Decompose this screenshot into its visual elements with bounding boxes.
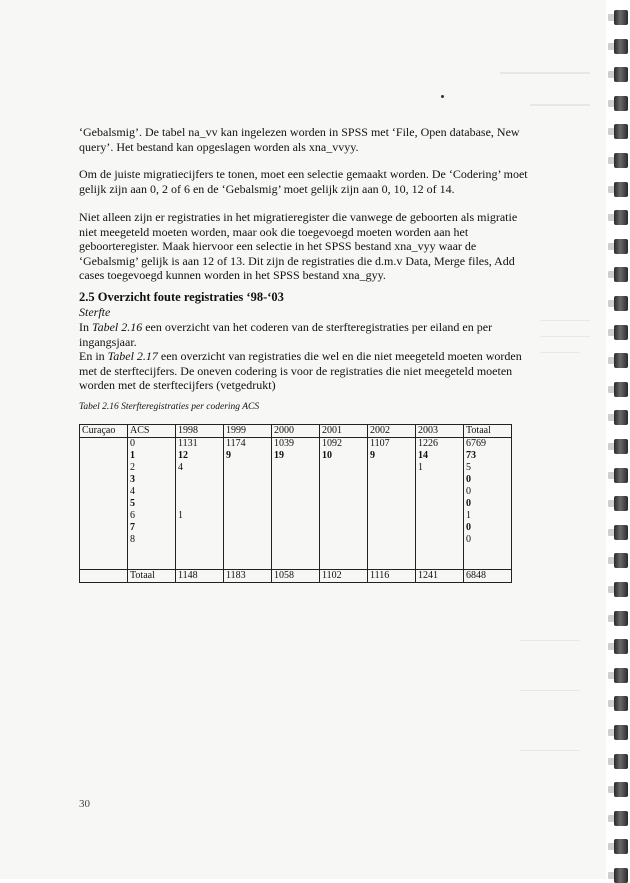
header-cell: 1999 bbox=[224, 425, 272, 438]
table-cell: 10 bbox=[322, 450, 332, 461]
show-through bbox=[530, 104, 590, 106]
section-heading: 2.5 Overzicht foute registraties ‘98-‘03 bbox=[79, 290, 284, 304]
table-cell bbox=[274, 534, 317, 546]
binding-loop bbox=[614, 39, 628, 54]
year-column bbox=[368, 438, 416, 570]
sterfte-table bbox=[79, 424, 512, 583]
table-reference[interactable]: Tabel 2.16 bbox=[92, 320, 143, 334]
binding-loop bbox=[614, 525, 628, 540]
header-cell: 2002 bbox=[368, 425, 416, 438]
binding-loop bbox=[614, 839, 628, 854]
table-cell: 5 bbox=[466, 462, 471, 473]
show-through bbox=[520, 640, 580, 641]
binding-loop bbox=[614, 496, 628, 511]
binding-loop bbox=[614, 267, 628, 282]
table-cell: 7 bbox=[130, 522, 135, 533]
table-cell bbox=[418, 522, 461, 534]
binding-loop bbox=[614, 868, 628, 883]
binding-coil bbox=[608, 725, 628, 740]
speck bbox=[441, 95, 444, 98]
table-cell: 9 bbox=[226, 450, 231, 461]
table-cell: 6769 bbox=[466, 438, 486, 449]
binding-loop bbox=[614, 382, 628, 397]
show-through bbox=[520, 690, 580, 691]
table-cell bbox=[322, 462, 365, 474]
table-cell bbox=[418, 486, 461, 498]
table-cell: 1092 bbox=[322, 438, 342, 449]
header-cell: 1998 bbox=[176, 425, 224, 438]
binding-coil bbox=[608, 668, 628, 683]
binding-loop bbox=[614, 10, 628, 25]
table-cell: 1107 bbox=[370, 438, 390, 449]
total-cell: 1241 bbox=[416, 570, 464, 583]
binding-loop bbox=[614, 696, 628, 711]
table-cell: 9 bbox=[370, 450, 375, 461]
intro-text: En in bbox=[79, 349, 108, 363]
table-cell: 14 bbox=[418, 450, 428, 461]
table-cell bbox=[226, 474, 269, 486]
table-cell bbox=[322, 510, 365, 522]
table-cell bbox=[178, 474, 221, 486]
table-cell bbox=[322, 474, 365, 486]
binding-loop bbox=[614, 468, 628, 483]
table-cell: 0 bbox=[130, 438, 135, 449]
table-cell bbox=[178, 534, 221, 546]
table-cell bbox=[274, 510, 317, 522]
table-cell: 0 bbox=[466, 534, 471, 545]
table-cell bbox=[370, 498, 413, 510]
binding-coil bbox=[608, 696, 628, 711]
binding-loop bbox=[614, 611, 628, 626]
table-cell bbox=[322, 486, 365, 498]
binding-loop bbox=[614, 782, 628, 797]
binding-loop bbox=[614, 239, 628, 254]
table-cell: 1174 bbox=[226, 438, 246, 449]
year-column bbox=[176, 438, 224, 570]
table-cell bbox=[226, 462, 269, 474]
table-cell: 1 bbox=[178, 510, 183, 521]
paragraph-1 bbox=[79, 125, 529, 154]
table-cell: 1039 bbox=[274, 438, 294, 449]
total-cell: 1102 bbox=[320, 570, 368, 583]
table-cell: 0 bbox=[466, 474, 471, 485]
show-through bbox=[520, 750, 580, 751]
binding-coil bbox=[608, 754, 628, 769]
binding-coil bbox=[608, 296, 628, 311]
intro-line-1 bbox=[79, 320, 529, 349]
binding-coil bbox=[608, 382, 628, 397]
binding-loop bbox=[614, 153, 628, 168]
binding-coil bbox=[608, 182, 628, 197]
table-cell: 6 bbox=[130, 510, 135, 521]
binding-coil bbox=[608, 210, 628, 225]
table-cell: 12 bbox=[178, 450, 188, 461]
table-cell bbox=[418, 474, 461, 486]
binding-coil bbox=[608, 410, 628, 425]
binding-loop bbox=[614, 96, 628, 111]
island-empty-cell bbox=[80, 438, 128, 570]
table-reference[interactable]: Tabel 2.17 bbox=[107, 349, 158, 363]
paragraph-3 bbox=[79, 210, 529, 283]
binding-coil bbox=[608, 525, 628, 540]
binding-coil bbox=[608, 839, 628, 854]
table-cell: 5 bbox=[130, 498, 135, 509]
total-cell: 1058 bbox=[272, 570, 320, 583]
binding-coil bbox=[608, 10, 628, 25]
binding-loop bbox=[614, 582, 628, 597]
table-cell: 0 bbox=[466, 522, 471, 533]
binding-loop bbox=[614, 353, 628, 368]
total-column bbox=[464, 438, 512, 570]
binding-loop bbox=[614, 182, 628, 197]
binding-coil bbox=[608, 96, 628, 111]
table-cell bbox=[274, 522, 317, 534]
binding-coil bbox=[608, 67, 628, 82]
table-cell bbox=[274, 462, 317, 474]
paragraph-text: Niet alleen zijn er registraties in het migratieregister die vanwege de geboorten als migratie niet meegeteld moeten worden, maar ook die toegevoegd moeten worden aan het geboorteregister. Maak hiervoor een selectie in het SPSS bestand xna_vyy waar de ‘Gebalsmig’ gelijk is aan 12 of 13. Dit zijn de registraties die d.m.v Data, Merge files, Add cases toegevoegd kunnen worden in het SPSS bestand xna_gyy. bbox=[79, 210, 518, 282]
page-number: 30 bbox=[79, 798, 90, 810]
empty-cell bbox=[80, 570, 128, 583]
binding-coil bbox=[608, 239, 628, 254]
table-cell bbox=[322, 498, 365, 510]
table-cell bbox=[226, 498, 269, 510]
binding-coil bbox=[608, 639, 628, 654]
year-column bbox=[416, 438, 464, 570]
table-total-row bbox=[80, 570, 512, 583]
table-header-row bbox=[80, 425, 512, 438]
table-cell: 1131 bbox=[178, 438, 198, 449]
table-caption: Tabel 2.16 Sterfteregistraties per codering ACS bbox=[79, 402, 260, 412]
table-cell: 2 bbox=[130, 462, 135, 473]
binding-loop bbox=[614, 67, 628, 82]
binding-loop bbox=[614, 124, 628, 139]
year-column bbox=[224, 438, 272, 570]
table-cell: 1 bbox=[466, 510, 471, 521]
header-cell: 2003 bbox=[416, 425, 464, 438]
total-cell: 1116 bbox=[368, 570, 416, 583]
table-cell: 4 bbox=[130, 486, 135, 497]
table-cell: 1 bbox=[130, 450, 135, 461]
total-cell: 6848 bbox=[464, 570, 512, 583]
intro-line-2 bbox=[79, 349, 529, 393]
table-cell bbox=[178, 498, 221, 510]
binding-coil bbox=[608, 811, 628, 826]
table-cell: 3 bbox=[130, 474, 135, 485]
binding-loop bbox=[614, 811, 628, 826]
binding-loop bbox=[614, 553, 628, 568]
binding-coil bbox=[608, 496, 628, 511]
table-cell: 4 bbox=[178, 462, 183, 473]
binding-coil bbox=[608, 124, 628, 139]
binding-loop bbox=[614, 725, 628, 740]
acs-code-column bbox=[128, 438, 176, 570]
table-cell bbox=[226, 510, 269, 522]
header-cell: Totaal bbox=[464, 425, 512, 438]
table-cell bbox=[274, 486, 317, 498]
binding-loop bbox=[614, 325, 628, 340]
intro-text: een overzicht van het coderen van de sterfteregistraties per eiland en per ingangsjaar. bbox=[79, 320, 493, 349]
total-cell: 1148 bbox=[176, 570, 224, 583]
table-cell bbox=[370, 474, 413, 486]
table-cell bbox=[274, 498, 317, 510]
show-through bbox=[500, 72, 590, 74]
table-cell bbox=[418, 534, 461, 546]
table-cell: 0 bbox=[466, 486, 471, 497]
paragraph-2 bbox=[79, 167, 529, 196]
table-cell bbox=[178, 522, 221, 534]
table-cell bbox=[226, 486, 269, 498]
show-through bbox=[540, 336, 590, 337]
binding-loop bbox=[614, 439, 628, 454]
table-cell: 0 bbox=[466, 498, 471, 509]
binding-loop bbox=[614, 639, 628, 654]
table-cell: 1226 bbox=[418, 438, 438, 449]
year-column bbox=[320, 438, 368, 570]
binding-coil bbox=[608, 611, 628, 626]
table-body-row bbox=[80, 438, 512, 570]
binding-loop bbox=[614, 668, 628, 683]
table-cell bbox=[370, 486, 413, 498]
paragraph-text: Om de juiste migratiecijfers te tonen, moet een selectie gemaakt worden. De ‘Codering’ moet gelijk zijn aan 0, 2 of 6 en de ‘Gebalsmig’ moet gelijk zijn aan 0, 10, 12 of 14. bbox=[79, 167, 528, 196]
paragraph-text: ‘Gebalsmig’. De tabel na_vv kan ingelezen worden in SPSS met ‘File, Open database, New query’. Het bestand kan opgeslagen worden als xna_vvyy. bbox=[79, 125, 520, 154]
intro-text: In bbox=[79, 320, 92, 334]
year-column bbox=[272, 438, 320, 570]
binding-loop bbox=[614, 410, 628, 425]
table-cell: 73 bbox=[466, 450, 476, 461]
intro-text: een overzicht van registraties die wel en die niet meegeteld moeten worden met de sterftecijfers. De oneven codering is voor de registraties die niet meegeteld moeten worden met de sterftecijfers (vetgedrukt) bbox=[79, 349, 522, 392]
island-cell: Curaçao bbox=[80, 425, 128, 438]
show-through bbox=[540, 320, 590, 321]
total-label: Totaal bbox=[128, 570, 176, 583]
section-intro bbox=[79, 320, 529, 393]
binding-coil bbox=[608, 582, 628, 597]
table-cell bbox=[370, 522, 413, 534]
binding-coil bbox=[608, 267, 628, 282]
binding-loop bbox=[614, 296, 628, 311]
show-through bbox=[540, 352, 580, 353]
table-cell: 1 bbox=[418, 462, 423, 473]
table-cell bbox=[322, 522, 365, 534]
table-cell bbox=[226, 522, 269, 534]
table-cell bbox=[178, 486, 221, 498]
table-cell bbox=[418, 498, 461, 510]
binding-coil bbox=[608, 468, 628, 483]
binding-loop bbox=[614, 210, 628, 225]
binding-coil bbox=[608, 39, 628, 54]
binding-coil bbox=[608, 439, 628, 454]
header-cell: 2000 bbox=[272, 425, 320, 438]
binding-loop bbox=[614, 754, 628, 769]
table-cell: 19 bbox=[274, 450, 284, 461]
binding-coil bbox=[608, 782, 628, 797]
table-cell bbox=[322, 534, 365, 546]
total-cell: 1183 bbox=[224, 570, 272, 583]
binding-coil bbox=[608, 325, 628, 340]
table-cell bbox=[370, 534, 413, 546]
binding-coil bbox=[608, 153, 628, 168]
table-cell bbox=[418, 510, 461, 522]
table-cell: 8 bbox=[130, 534, 135, 545]
table-cell bbox=[370, 462, 413, 474]
section-subheading: Sterfte bbox=[79, 305, 111, 319]
binding-coil bbox=[608, 868, 628, 883]
header-cell: 2001 bbox=[320, 425, 368, 438]
header-cell: ACS bbox=[128, 425, 176, 438]
table-cell bbox=[226, 534, 269, 546]
binding-coil bbox=[608, 553, 628, 568]
table-cell bbox=[370, 510, 413, 522]
binding-coil bbox=[608, 353, 628, 368]
spiral-binding bbox=[606, 0, 630, 879]
table-cell bbox=[274, 474, 317, 486]
